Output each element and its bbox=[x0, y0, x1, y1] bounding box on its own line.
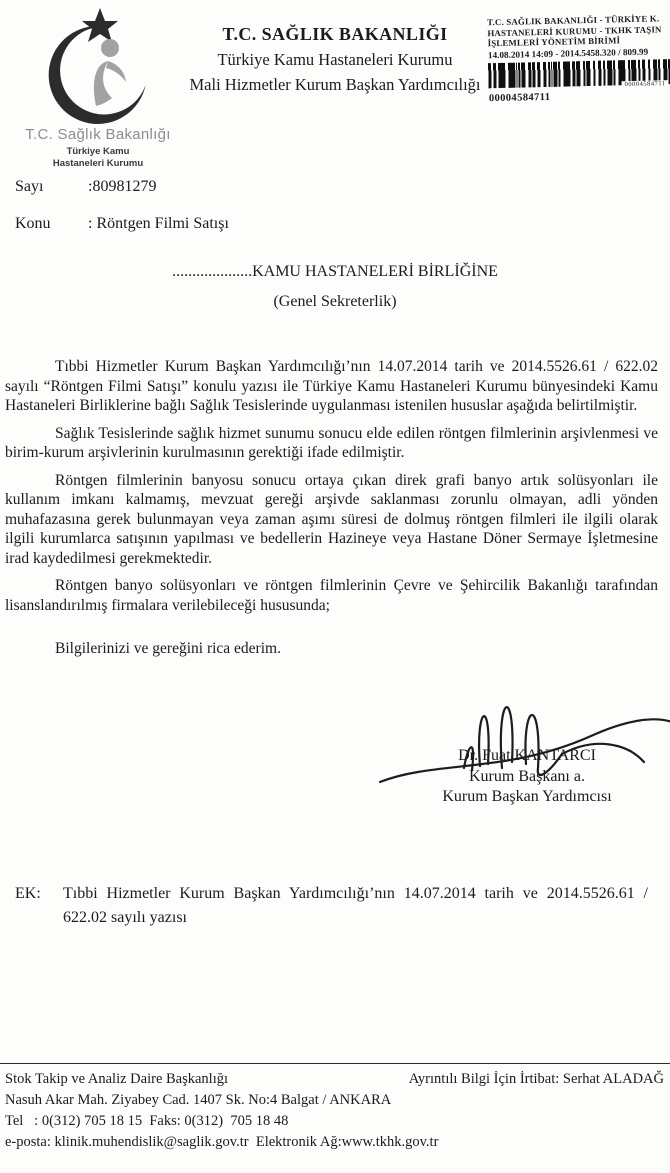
registry-stamp bbox=[487, 13, 670, 104]
body-paragraph-1: Tıbbi Hizmetler Kurum Başkan Yardımcılığı’nın 14.07.2014 tarih ve 2014.5526.61 / 622.02 sayılı “Röntgen Filmi Satışı” konulu yazısı ile Türkiye Kamu Hastaneleri Kurumu bünyesindeki Kamu Hastaneleri Birliklerine bağlı Sağlık Tesislerinde uygulanması istenilen hususlar aşağıda belirtilmiştir. bbox=[5, 358, 658, 414]
attachment-text: Tıbbi Hizmetler Kurum Başkan Yardımcılığı’nın 14.07.2014 tarih ve 2014.5526.61 / 622.02 sayılı yazısı bbox=[63, 885, 648, 926]
letterhead-line2: Türkiye Kamu Hastaneleri Kurumu bbox=[217, 50, 453, 69]
footer-address: Nasuh Akar Mah. Ziyabey Cad. 1407 Sk. No:4 Balgat / ANKARA bbox=[5, 1092, 392, 1108]
signer-identity bbox=[402, 746, 652, 808]
barcode bbox=[488, 59, 670, 88]
stamp-line1: T.C. SAĞLIK BAKANLIĞI - TÜRKİYE K. bbox=[487, 13, 660, 28]
attachment-block bbox=[15, 882, 655, 930]
recipient-line1: ....................KAMU HASTANELERİ BİRLİĞİNE bbox=[172, 263, 498, 280]
signer-name: Dr. Fuat KANTARCI bbox=[458, 747, 596, 764]
ministry-logo-block bbox=[12, 6, 184, 170]
footer-contact: Ayrıntılı Bilgi İçin İrtibat: Serhat ALADAĞ bbox=[408, 1071, 664, 1087]
konu-row bbox=[15, 215, 670, 235]
letter-body bbox=[5, 357, 658, 659]
footer bbox=[0, 1063, 670, 1153]
star-icon bbox=[82, 8, 118, 42]
closing-line: Bilgilerinizi ve gereğini rica ederim. bbox=[55, 640, 281, 657]
sayi-row bbox=[15, 178, 670, 198]
sayi-label: Sayı bbox=[15, 178, 44, 195]
body-paragraph-3: Röntgen filmlerinin banyosu sonucu ortaya çıkan direk grafi banyo artık solüsyonları ile kullanım imkanı kalmamış, mevzuat gereği arşivde saklanması zorunlu olmayan, adli yönden muhafazasına gerek bulunmayan veya zaman aşımı süresi de dolmuş röntgen filmleri ile ilgili olarak ilgili kurumlarca satışının yapılması ve bedellerin Hazineye veya Hastane Döner Sermaye İşletmesine irad kaydedilmesi gerekmektedir. bbox=[5, 471, 658, 567]
footer-email: e-posta: klinik.muhendislik@saglik.gov.tr Elektronik Ağ:www.tkhk.gov.tr bbox=[5, 1134, 439, 1150]
letterhead-line1: T.C. SAĞLIK BAKANLIĞI bbox=[222, 24, 448, 44]
logo-subtitle-line2: Hastaneleri Kurumu bbox=[52, 158, 144, 169]
footer-phone: Tel : 0(312) 705 18 15 Faks: 0(312) 705 18 48 bbox=[5, 1113, 289, 1129]
recipient-line2: (Genel Sekreterlik) bbox=[273, 293, 397, 310]
recipient-block bbox=[0, 263, 670, 311]
barcode-number: 00004584711 bbox=[488, 91, 551, 104]
attachment-label: EK: bbox=[15, 885, 41, 902]
logo-title: T.C. Sağlık Bakanlığı bbox=[25, 126, 171, 143]
signer-title2: Kurum Başkan Yardımcısı bbox=[442, 788, 612, 805]
body-paragraph-2: Sağlık Tesislerinde sağlık hizmet sunumu sonucu elde edilen röntgen filmlerinin arşivlenmesi ve birim-kurum arşivlerinin kurulmasının gerektiği ifade edilmiştir. bbox=[5, 424, 658, 461]
footer-department: Stok Takip ve Analiz Daire Başkanlığı bbox=[5, 1071, 229, 1087]
letterhead-line3: Mali Hizmetler Kurum Başkan Yardımcılığı bbox=[189, 75, 481, 94]
konu-label: Konu bbox=[15, 215, 51, 232]
letter-content bbox=[0, 178, 670, 659]
letterhead-title-block bbox=[176, 22, 494, 97]
logo-subtitle bbox=[12, 146, 184, 170]
signer-title1: Kurum Başkanı a. bbox=[469, 767, 585, 785]
body-paragraph-4: Röntgen banyo solüsyonları ve röntgen filmlerinin Çevre ve Şehircilik Bakanlığı tarafından lisanslandırılmış firmalara verilebileceği hususunda; bbox=[5, 577, 658, 614]
konu-value: : Röntgen Filmi Satışı bbox=[88, 215, 229, 232]
logo-subtitle-line1: Türkiye Kamu bbox=[66, 146, 130, 157]
sayi-value: :80981279 bbox=[88, 178, 157, 195]
crescent-star-logo-icon bbox=[38, 6, 158, 124]
stamp-line3: İŞLEMLERİ YÖNETİM BİRİMİ bbox=[487, 35, 621, 49]
stamp-date-line: 14.08.2014 14:09 - 2014.5458.320 / 809.99 bbox=[487, 46, 649, 60]
stamp-line2: HASTANELERİ KURUMU - TKHK TAŞIN bbox=[487, 23, 662, 38]
barcode-inline-number: 00004584711 bbox=[622, 80, 669, 88]
signature-block bbox=[370, 678, 670, 818]
